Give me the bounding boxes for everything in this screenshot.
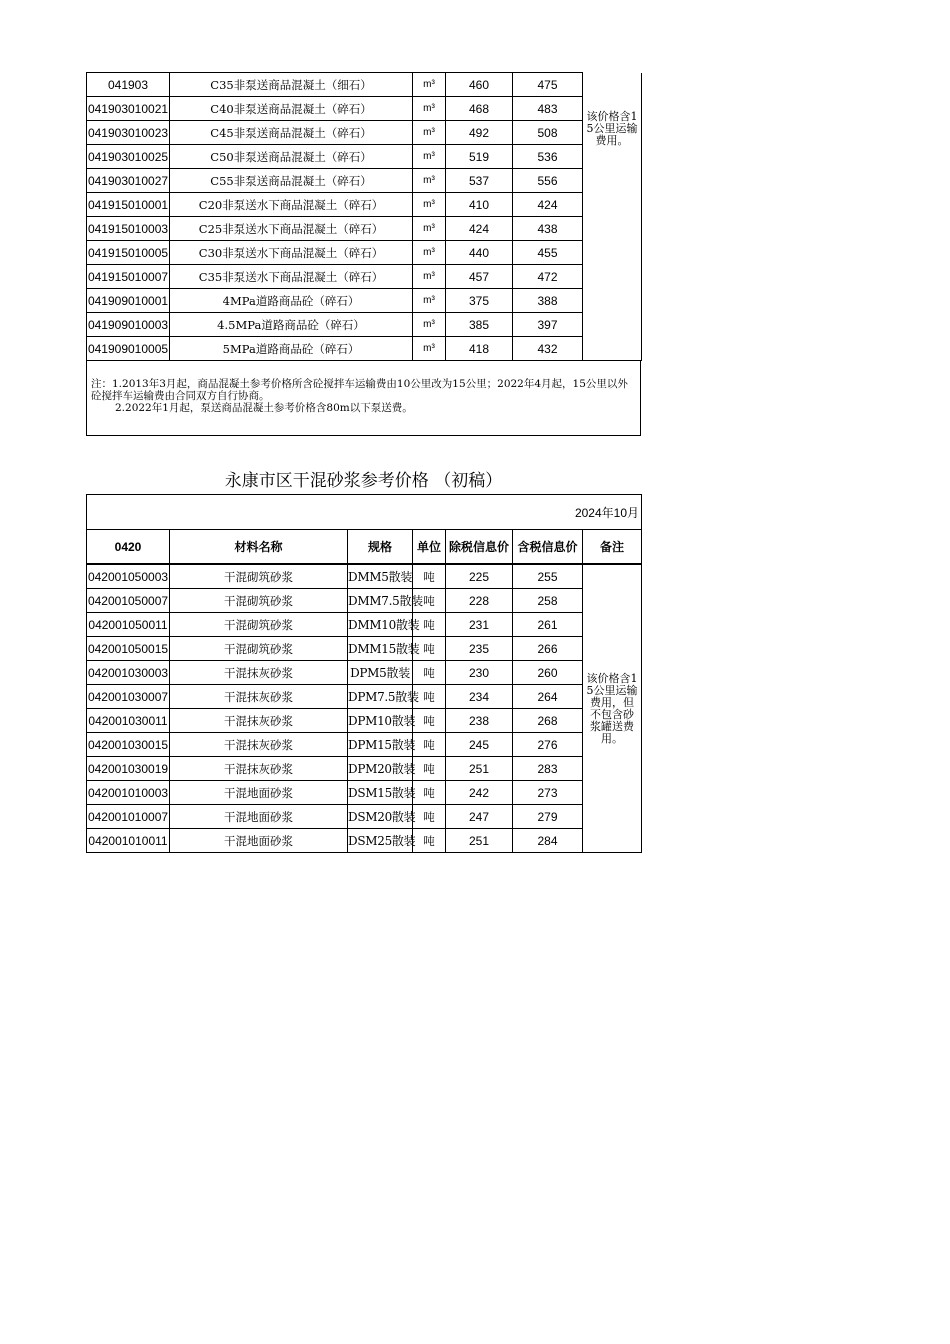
item-name: 干混抹灰砂浆 [170,757,348,781]
remark-cell: 该价格含15公里运输费用。 [583,73,642,361]
table-row [87,337,642,361]
price-inc-tax: 483 [513,97,583,121]
item-name: C45非泵送商品混凝土（碎石） [170,121,413,145]
price-ex-tax: 410 [446,193,513,217]
item-code: 041909010001 [87,289,170,313]
item-name: C20非泵送水下商品混凝土（碎石） [170,193,413,217]
item-code: 041903010023 [87,121,170,145]
price-ex-tax: 468 [446,97,513,121]
item-code: 041915010003 [87,217,170,241]
item-unit: 吨 [413,564,446,589]
price-inc-tax: 273 [513,781,583,805]
item-name: 干混地面砂浆 [170,829,348,853]
item-unit: 吨 [413,829,446,853]
price-ex-tax: 440 [446,241,513,265]
price-ex-tax: 234 [446,685,513,709]
item-spec: DPM10散装 [348,709,413,733]
price-inc-tax: 279 [513,805,583,829]
price-inc-tax: 260 [513,661,583,685]
price-inc-tax: 475 [513,73,583,97]
price-inc-tax: 261 [513,613,583,637]
item-name: C40非泵送商品混凝土（碎石） [170,97,413,121]
header-unit: 单位 [413,530,446,565]
item-spec: DSM25散装 [348,829,413,853]
item-unit: 吨 [413,805,446,829]
table-row [87,169,642,193]
item-unit: m³ [413,217,446,241]
table-row [87,709,642,733]
item-name: 4.5MPa道路商品砼（碎石） [170,313,413,337]
item-unit: 吨 [413,733,446,757]
item-unit: m³ [413,289,446,313]
item-name: 干混砌筑砂浆 [170,564,348,589]
table-row [87,685,642,709]
table-row [87,289,642,313]
item-unit: 吨 [413,613,446,637]
item-code: 042001050015 [87,637,170,661]
price-inc-tax: 266 [513,637,583,661]
item-unit: m³ [413,313,446,337]
price-inc-tax: 424 [513,193,583,217]
concrete-notes [86,361,641,436]
price-inc-tax: 284 [513,829,583,853]
price-ex-tax: 235 [446,637,513,661]
item-unit: 吨 [413,637,446,661]
table-row [87,805,642,829]
item-unit: m³ [413,265,446,289]
price-ex-tax: 537 [446,169,513,193]
price-ex-tax: 375 [446,289,513,313]
header-row [87,530,642,565]
item-code: 041903010027 [87,169,170,193]
item-spec: DMM10散装 [348,613,413,637]
item-spec: DSM20散装 [348,805,413,829]
table-row [87,193,642,217]
item-name: C55非泵送商品混凝土（碎石） [170,169,413,193]
item-unit: m³ [413,169,446,193]
table-row [87,589,642,613]
price-inc-tax: 268 [513,709,583,733]
item-name: 5MPa道路商品砼（碎石） [170,337,413,361]
item-name: 干混抹灰砂浆 [170,661,348,685]
table-row [87,637,642,661]
mortar-table-title: 永康市区干混砂浆参考价格 （初稿） [224,471,503,491]
item-unit: m³ [413,337,446,361]
item-unit: m³ [413,241,446,265]
item-code: 042001030007 [87,685,170,709]
note-line-1: 注：1.2013年3月起，商品混凝土参考价格所含砼搅拌车运输费由10公里改为15公里；2022年4月起，15公里以外砼搅拌车运输费由合同双方自行协商。 [91,378,628,402]
price-inc-tax: 258 [513,589,583,613]
price-inc-tax: 438 [513,217,583,241]
item-name: 干混抹灰砂浆 [170,709,348,733]
price-ex-tax: 228 [446,589,513,613]
table-row [87,217,642,241]
price-ex-tax: 418 [446,337,513,361]
item-name: C25非泵送水下商品混凝土（碎石） [170,217,413,241]
item-code: 041915010007 [87,265,170,289]
price-inc-tax: 432 [513,337,583,361]
item-code: 042001050011 [87,613,170,637]
header-price-inc-tax: 含税信息价 [513,530,583,565]
item-unit: m³ [413,97,446,121]
item-code: 042001030011 [87,709,170,733]
item-spec: DPM7.5散装 [348,685,413,709]
table-row [87,97,642,121]
price-ex-tax: 385 [446,313,513,337]
item-code: 041915010001 [87,193,170,217]
table-row [87,613,642,637]
item-unit: m³ [413,121,446,145]
item-code: 042001010011 [87,829,170,853]
item-unit: m³ [413,73,446,97]
item-code: 041909010005 [87,337,170,361]
table-row [87,564,642,589]
price-ex-tax: 457 [446,265,513,289]
price-ex-tax: 242 [446,781,513,805]
item-code: 042001030019 [87,757,170,781]
item-code: 042001050003 [87,564,170,589]
price-ex-tax: 251 [446,829,513,853]
item-name: 干混地面砂浆 [170,781,348,805]
table-row [87,781,642,805]
price-ex-tax: 492 [446,121,513,145]
mortar-price-table [86,494,642,853]
header-remark: 备注 [583,530,642,565]
price-inc-tax: 397 [513,313,583,337]
price-ex-tax: 460 [446,73,513,97]
header-price-ex-tax: 除税信息价 [446,530,513,565]
item-spec: DSM15散装 [348,781,413,805]
table-row [87,241,642,265]
item-name: C30非泵送水下商品混凝土（碎石） [170,241,413,265]
item-name: 4MPa道路商品砼（碎石） [170,289,413,313]
item-name: 干混抹灰砂浆 [170,733,348,757]
price-inc-tax: 255 [513,564,583,589]
report-date: 2024年10月 [87,495,642,530]
price-ex-tax: 424 [446,217,513,241]
item-code: 041903010021 [87,97,170,121]
price-ex-tax: 231 [446,613,513,637]
price-inc-tax: 283 [513,757,583,781]
price-inc-tax: 536 [513,145,583,169]
price-inc-tax: 264 [513,685,583,709]
item-name: C50非泵送商品混凝土（碎石） [170,145,413,169]
item-spec: DMM15散装 [348,637,413,661]
remark-cell: 该价格含15公里运输费用，但不包含砂浆罐送费用。 [583,564,642,853]
table-row [87,757,642,781]
item-code: 041903 [87,73,170,97]
item-unit: 吨 [413,757,446,781]
price-inc-tax: 556 [513,169,583,193]
item-unit: 吨 [413,685,446,709]
price-inc-tax: 472 [513,265,583,289]
item-unit: 吨 [413,589,446,613]
item-unit: 吨 [413,709,446,733]
item-unit: 吨 [413,781,446,805]
header-spec: 规格 [348,530,413,565]
item-code: 041915010005 [87,241,170,265]
item-code: 042001030015 [87,733,170,757]
item-spec: DPM20散装 [348,757,413,781]
price-ex-tax: 225 [446,564,513,589]
item-spec: DMM5散装 [348,564,413,589]
item-code: 042001030003 [87,661,170,685]
table-row [87,145,642,169]
item-name: 干混砌筑砂浆 [170,613,348,637]
item-unit: m³ [413,193,446,217]
price-ex-tax: 251 [446,757,513,781]
table-row [87,73,642,97]
table-row [87,265,642,289]
item-name: 干混地面砂浆 [170,805,348,829]
item-name: 干混抹灰砂浆 [170,685,348,709]
price-inc-tax: 388 [513,289,583,313]
item-code: 042001010003 [87,781,170,805]
header-code: 0420 [87,530,170,565]
price-inc-tax: 508 [513,121,583,145]
concrete-price-table [86,72,642,361]
table-row [87,121,642,145]
price-ex-tax: 245 [446,733,513,757]
item-spec: DPM15散装 [348,733,413,757]
item-spec: DPM5散装 [348,661,413,685]
price-ex-tax: 519 [446,145,513,169]
item-unit: 吨 [413,661,446,685]
table-row [87,313,642,337]
price-inc-tax: 276 [513,733,583,757]
price-ex-tax: 230 [446,661,513,685]
date-row [87,495,642,530]
item-code: 041903010025 [87,145,170,169]
item-name: 干混砌筑砂浆 [170,589,348,613]
table-row [87,661,642,685]
item-code: 042001050007 [87,589,170,613]
price-ex-tax: 238 [446,709,513,733]
header-name: 材料名称 [170,530,348,565]
note-line-2: 2.2022年1月起，泵送商品混凝土参考价格含80m以下泵送费。 [115,402,413,414]
item-name: C35非泵送商品混凝土（细石） [170,73,413,97]
item-spec: DMM7.5散装 [348,589,413,613]
item-name: 干混砌筑砂浆 [170,637,348,661]
item-code: 041909010003 [87,313,170,337]
item-code: 042001010007 [87,805,170,829]
price-inc-tax: 455 [513,241,583,265]
item-name: C35非泵送水下商品混凝土（碎石） [170,265,413,289]
table-row [87,829,642,853]
table-row [87,733,642,757]
price-ex-tax: 247 [446,805,513,829]
item-unit: m³ [413,145,446,169]
